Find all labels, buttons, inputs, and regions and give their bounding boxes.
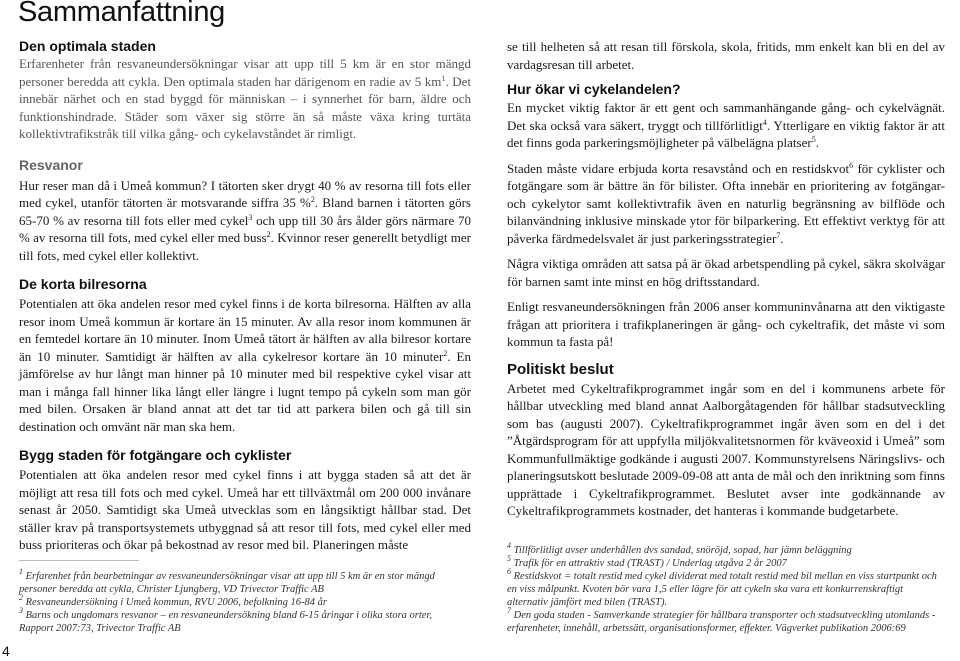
- paragraph-korta-bilresorna: Potentialen att öka andelen resor med cykel finns i de korta bilresorna. Hälften av alla resor inom Umeå kommun är kortare än 15 minuter. Av alla resor inom kommunen är en femtedel kortare än 10 minuter. Inom Umeå tätort är hälften av alla bilresor kortare än 10 minuter. Samtidigt är hälften av alla cykelresor kortare än 10 minuter$^2$. En jämförelse av hur långt man hinner på 10 minuter med bil respektive cykel visar att man i många fall hinner lika långt eller längre i lugnt tempo på cykeln som man gör med bilen. Orsaken är bland annat att det tar tid att parkera bilen och gå till sin destination och omvänt när man ska hem.: [19, 296, 471, 434]
- right-column: [507, 38, 945, 520]
- paragraph-okar-4: Enligt resvaneundersökningen från 2006 anser kommuninvånarna att den viktigaste frågan att prioritera i trafikplaneringen är gång- och cykeltrafik, det måste vi som kommun ta fasta på!: [507, 299, 945, 349]
- heading-optimala-staden: Den optimala staden: [19, 38, 156, 54]
- page-number: 4: [2, 643, 10, 659]
- page-title: Sammanfattning: [18, 0, 225, 28]
- footnote-5: $^5$ Trafik för en attraktiv stad (TRAST) / Underlag utgåva 2 år 2007: [507, 554, 787, 569]
- footnotes-right: [507, 541, 945, 635]
- paragraph-resvanor: Hur reser man då i Umeå kommun? I tätorten sker drygt 40 % av resorna till fots eller med cykel, utanför tätorten är motsvarande siffra 35 %$^2$. Bland barnen i tätorten görs 65-70 % av resorna till fots eller med cykel$^3$ och upp till 30 års ålder görs närmare 70 % av resorna till fots, med cykel eller med buss$^2$. Kvinnor reser generellt betydligt mer till fots, med cykel eller kollektivt.: [19, 177, 472, 263]
- footnotes-left: [19, 567, 459, 635]
- heading-bygg-staden: Bygg staden för fotgängare och cyklister: [19, 447, 292, 463]
- paragraph-bygg-staden: Potentialen att öka andelen resor med cykel finns i att bygga staden så att det är möjligt att resa till fots och med cykel. Umeå har ett tillväxtmål om 200 000 invånare senast år 2050. Samtidigt ska Umeå utvecklas som en långsiktigt hållbar stad. Det ställer krav på transportsystemets utbyggnad så att resor till fots, med cykel eller med buss prioriteras och ökar på bekostnad av resor med bil. Planeringen måste: [19, 467, 471, 552]
- heading-politiskt-beslut: Politiskt beslut: [507, 360, 614, 378]
- footnote-divider: [19, 560, 139, 561]
- heading-korta-bilresorna: De korta bilresorna: [19, 276, 147, 292]
- paragraph-optimala-staden: Erfarenheter från resvaneundersökningar visar att upp till 5 km är en stor mängd personer beredda att cykla. Den optimala staden har därigenom en radie av 5 $km^1$. Det innebär närhet och en stad byggd för människan – i synnerhet för barn, äldre och funktionshindrade. Städer som växer sig större än så måste växa kring turtäta kollektivtrafikstråk till vilka gång- och cykelavståndet är rimligt.: [19, 56, 471, 141]
- left-column: [19, 38, 471, 554]
- paragraph-okar-1: En mycket viktig faktor är ett gent och sammanhängande gång- och cykelvägnät. Det ska också vara säkert, tryggt och tillförlitligt$^4$. Ytterligare en viktig faktor är att det finns goda parkeringsmöjligheter på välbelägna platser$^5$.: [507, 100, 945, 150]
- footnote-7: $^7$ Den goda staden - Samverkande strategier för hållbara transporter och stadsutveckling utomlands - erfarenheter, innehåll, arbetssätt, organisationsformer, effekter. Vägverket publikation 2006:69: [507, 606, 936, 634]
- paragraph-politiskt-beslut: Arbetet med Cykeltrafikprogrammet ingår som en del i kommunens arbete för hållbar utveckling med bland annat Aalborgåtagenden för hållbar stadsutveckling som bas (augusti 2007). Cykeltrafikprogrammet ingår även som en del i det ”Åtgärdsprogram för att uppfylla miljökvalitetsnormen för kväveoxid i Umeå” som Kommunfullmäktige godkände i augusti 2007. Kommunstyrelsens Näringslivs- och planeringsutskott beslutade 2009-09-08 att anta de mål och den inriktning som finns upprättade i Cykeltrafikprogrammet. Beslutet avser inte godkännande av Cykeltrafikprogrammets kostnader, det hanteras i kommande budgetarbete.: [507, 380, 945, 518]
- paragraph-bygg-staden-continued: se till helheten så att resan till förskola, skola, fritids, mm enkelt kan bli en del av vardagsresan till arbetet.: [507, 39, 945, 72]
- footnote-1: $^1$ Erfarenhet från bearbetningar av resvaneundersökningar visar att upp till 5 km är en stor mängd personer beredda att cykla, Christer Ljungberg, VD Trivector Traffic AB: [19, 567, 435, 595]
- footnote-2: $^2$ Resvaneundersökning i Umeå kommun, RVU 2006, befolkning 16-84 år: [19, 593, 327, 608]
- heading-hur-okar-vi: Hur ökar vi cykelandelen?: [507, 81, 681, 97]
- heading-resvanor: Resvanor: [19, 156, 83, 173]
- footnote-4: $^4$ Tillförlitligt avser underhållen dvs sandad, snöröjd, sopad, har jämn beläggning: [507, 541, 852, 556]
- footnote-3: $^3$ Barns och ungdomars resvanor – en resvaneundersökning bland 6-15 åringar i olika stora orter, Rapport 2007:73, Trivector Traffic AB: [19, 606, 432, 634]
- footnote-6: $^6$ Restidskvot = totalt restid med cykel dividerat med totalt restid med bil mellan en viss startpunkt och en viss målpunkt. Kvoten bör vara 1,5 eller lägre för att cykeln ska vara ett konkurrenskraftigt alternativ jämfört med bilen (TRAST).: [507, 567, 937, 608]
- paragraph-okar-3: Några viktiga områden att satsa på är ökad arbetspendling på cykel, säkra skolvägar för barnen samt inte minst en hög driftsstandard.: [507, 256, 945, 289]
- paragraph-okar-2: Staden måste vidare erbjuda korta resavstånd och en restidskvot$^6$ för cyklister och fotgängare som är bättre än för bilister. Ofta innebär en prioritering av fotgängar- och cykelytor samt kollektivtrafik även en naturlig begränsning av bilflöde och bilanvändning inklusive minskade ytor för bilparkering. Ett effektivt verktyg för att påverka färdmedelsvalet är just parkeringsstrategier$^7$.: [507, 160, 945, 246]
